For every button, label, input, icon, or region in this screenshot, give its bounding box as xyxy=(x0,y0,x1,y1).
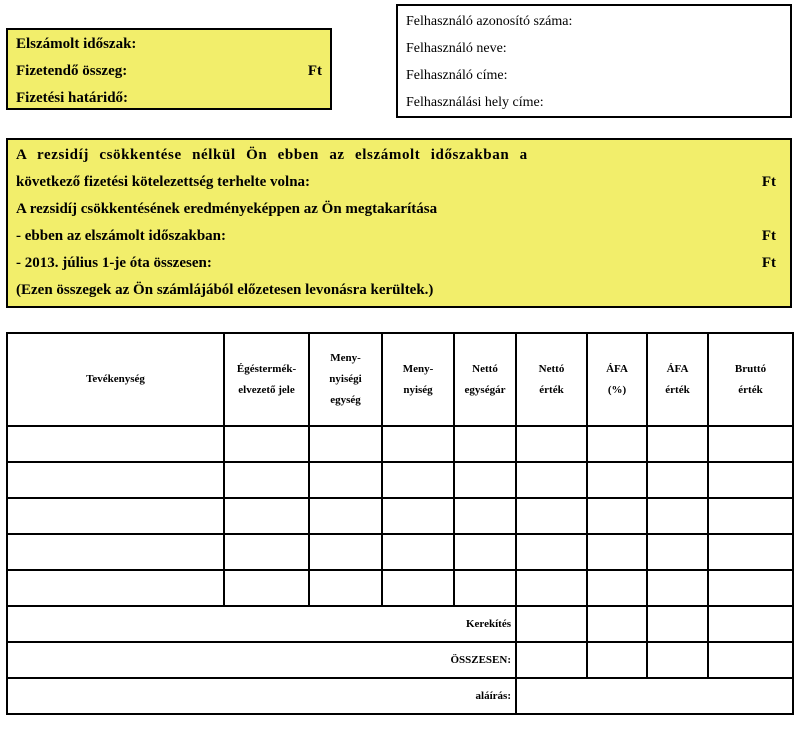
cell-net-unit-price[interactable] xyxy=(454,426,516,462)
cell-quantity[interactable] xyxy=(382,534,454,570)
cell-gross-value[interactable] xyxy=(708,570,793,606)
cell-net-value[interactable] xyxy=(516,498,587,534)
header-net-value-line1: Nettó xyxy=(538,362,565,375)
header-vat-percent xyxy=(587,333,647,426)
header-activity-text: Tevékenység xyxy=(86,373,145,385)
header-quantity-line1: Meny- xyxy=(402,362,434,375)
cell-flue-code[interactable] xyxy=(224,534,309,570)
cell-flue-code[interactable] xyxy=(224,426,309,462)
cell-net-value[interactable] xyxy=(516,462,587,498)
cell-vat-value[interactable] xyxy=(647,570,708,606)
cell-unit[interactable] xyxy=(309,534,382,570)
cell-gross-value[interactable] xyxy=(708,462,793,498)
cell-vat-value[interactable] xyxy=(647,462,708,498)
header-unit-line1: Meny- xyxy=(330,352,361,364)
cell-vat-percent[interactable] xyxy=(587,462,647,498)
savings-line-5 xyxy=(16,255,776,272)
total-row xyxy=(7,642,793,678)
cell-activity[interactable] xyxy=(7,570,224,606)
billing-period-row xyxy=(16,36,322,53)
cell-net-unit-price[interactable] xyxy=(454,570,516,606)
cell-net-unit-price[interactable] xyxy=(454,534,516,570)
savings-box xyxy=(6,138,792,308)
rounding-vat-percent[interactable] xyxy=(587,606,647,642)
savings-line-2-unit: Ft xyxy=(761,174,776,190)
header-flue-code-line2: elvezető jele xyxy=(238,383,295,396)
signature-field[interactable] xyxy=(516,678,793,714)
user-name-label: Felhasználó neve: xyxy=(406,41,507,56)
rounding-vat-value[interactable] xyxy=(647,606,708,642)
savings-line-2 xyxy=(16,174,776,191)
header-quantity-line2: nyiség xyxy=(403,383,433,396)
header-flue-code xyxy=(224,333,309,426)
table-row xyxy=(7,498,793,534)
savings-line-4-text: - ebben az elszámolt időszakban: xyxy=(16,228,226,244)
signature-row xyxy=(7,678,793,714)
total-net-value[interactable] xyxy=(516,642,587,678)
cell-net-value[interactable] xyxy=(516,534,587,570)
rounding-label: Kerekítés xyxy=(7,606,516,642)
user-info-box xyxy=(396,4,792,118)
table-row xyxy=(7,534,793,570)
header-vat-value-line2: érték xyxy=(665,383,690,396)
table-row xyxy=(7,426,793,462)
header-net-value-line2: érték xyxy=(539,383,564,396)
signature-label: aláírás: xyxy=(7,678,516,714)
header-gross-value-line2: érték xyxy=(738,383,763,396)
header-gross-value xyxy=(708,333,793,426)
cell-vat-percent[interactable] xyxy=(587,426,647,462)
savings-line-5-text: - 2013. július 1-je óta összesen: xyxy=(16,255,212,271)
cell-net-unit-price[interactable] xyxy=(454,462,516,498)
total-vat-percent[interactable] xyxy=(587,642,647,678)
billing-amount-label: Fizetendő összeg: xyxy=(16,63,128,79)
header-net-unit-price-line1: Nettó xyxy=(472,362,498,375)
cell-unit[interactable] xyxy=(309,462,382,498)
header-vat-value xyxy=(647,333,708,426)
cell-vat-value[interactable] xyxy=(647,498,708,534)
cell-flue-code[interactable] xyxy=(224,570,309,606)
header-net-unit-price-line2: egységár xyxy=(464,383,506,396)
billing-summary-box xyxy=(6,28,332,110)
cell-activity[interactable] xyxy=(7,498,224,534)
billing-period-label: Elszámolt időszak: xyxy=(16,36,137,52)
savings-line-4 xyxy=(16,228,776,245)
cell-net-unit-price[interactable] xyxy=(454,498,516,534)
rounding-net-value[interactable] xyxy=(516,606,587,642)
header-vat-percent-line1: ÁFA xyxy=(606,362,628,375)
cell-vat-value[interactable] xyxy=(647,426,708,462)
rounding-row xyxy=(7,606,793,642)
savings-line-5-unit: Ft xyxy=(761,255,776,271)
table-row xyxy=(7,462,793,498)
cell-unit[interactable] xyxy=(309,570,382,606)
cell-unit[interactable] xyxy=(309,426,382,462)
header-unit-line3: egység xyxy=(330,394,361,406)
header-flue-code-line1: Égéstermék- xyxy=(236,362,297,375)
cell-gross-value[interactable] xyxy=(708,426,793,462)
header-unit-line2: nyiségi xyxy=(329,373,362,385)
total-label: ÖSSZESEN: xyxy=(7,642,516,678)
cell-quantity[interactable] xyxy=(382,462,454,498)
cell-unit[interactable] xyxy=(309,498,382,534)
savings-line-4-unit: Ft xyxy=(761,228,776,244)
header-quantity xyxy=(382,333,454,426)
cell-vat-percent[interactable] xyxy=(587,498,647,534)
total-gross-value[interactable] xyxy=(708,642,793,678)
billing-amount-unit: Ft xyxy=(307,63,322,79)
cell-net-value[interactable] xyxy=(516,570,587,606)
cell-quantity[interactable] xyxy=(382,570,454,606)
user-address-label: Felhasználó címe: xyxy=(406,68,508,83)
cell-vat-percent[interactable] xyxy=(587,570,647,606)
cell-flue-code[interactable] xyxy=(224,462,309,498)
billing-due-row xyxy=(16,90,322,107)
header-net-value xyxy=(516,333,587,426)
cell-flue-code[interactable] xyxy=(224,498,309,534)
items-table xyxy=(6,332,794,715)
cell-gross-value[interactable] xyxy=(708,498,793,534)
usage-site-label: Felhasználási hely címe: xyxy=(406,95,544,110)
billing-due-label: Fizetési határidő: xyxy=(16,90,129,106)
header-net-unit-price xyxy=(454,333,516,426)
header-unit xyxy=(309,333,382,426)
savings-line-3: A rezsidíj csökkentésének eredményeképpen az Ön megtakarítása xyxy=(16,201,438,217)
cell-vat-value[interactable] xyxy=(647,534,708,570)
rounding-gross-value[interactable] xyxy=(708,606,793,642)
cell-vat-percent[interactable] xyxy=(587,534,647,570)
cell-gross-value[interactable] xyxy=(708,534,793,570)
table-body xyxy=(7,426,793,714)
cell-activity[interactable] xyxy=(7,534,224,570)
header-gross-value-line1: Bruttó xyxy=(734,362,767,375)
total-vat-value[interactable] xyxy=(647,642,708,678)
cell-quantity[interactable] xyxy=(382,426,454,462)
cell-quantity[interactable] xyxy=(382,498,454,534)
header-vat-percent-line2: (%) xyxy=(607,383,627,396)
cell-net-value[interactable] xyxy=(516,426,587,462)
table-row xyxy=(7,570,793,606)
savings-line-1: A rezsidíj csökkentése nélkül Ön ebben az elszámolt időszakban a xyxy=(16,147,528,163)
cell-activity[interactable] xyxy=(7,426,224,462)
savings-line-2-text: következő fizetési kötelezettség terhelte volna: xyxy=(16,174,311,190)
table-header-row xyxy=(7,333,793,426)
billing-amount-row xyxy=(16,63,322,80)
cell-activity[interactable] xyxy=(7,462,224,498)
savings-line-6: (Ezen összegek az Ön számlájából előzetesen levonásra kerültek.) xyxy=(16,282,434,298)
header-vat-value-line1: ÁFA xyxy=(666,362,689,375)
header-activity xyxy=(7,333,224,426)
user-id-label: Felhasználó azonosító száma: xyxy=(406,14,573,29)
